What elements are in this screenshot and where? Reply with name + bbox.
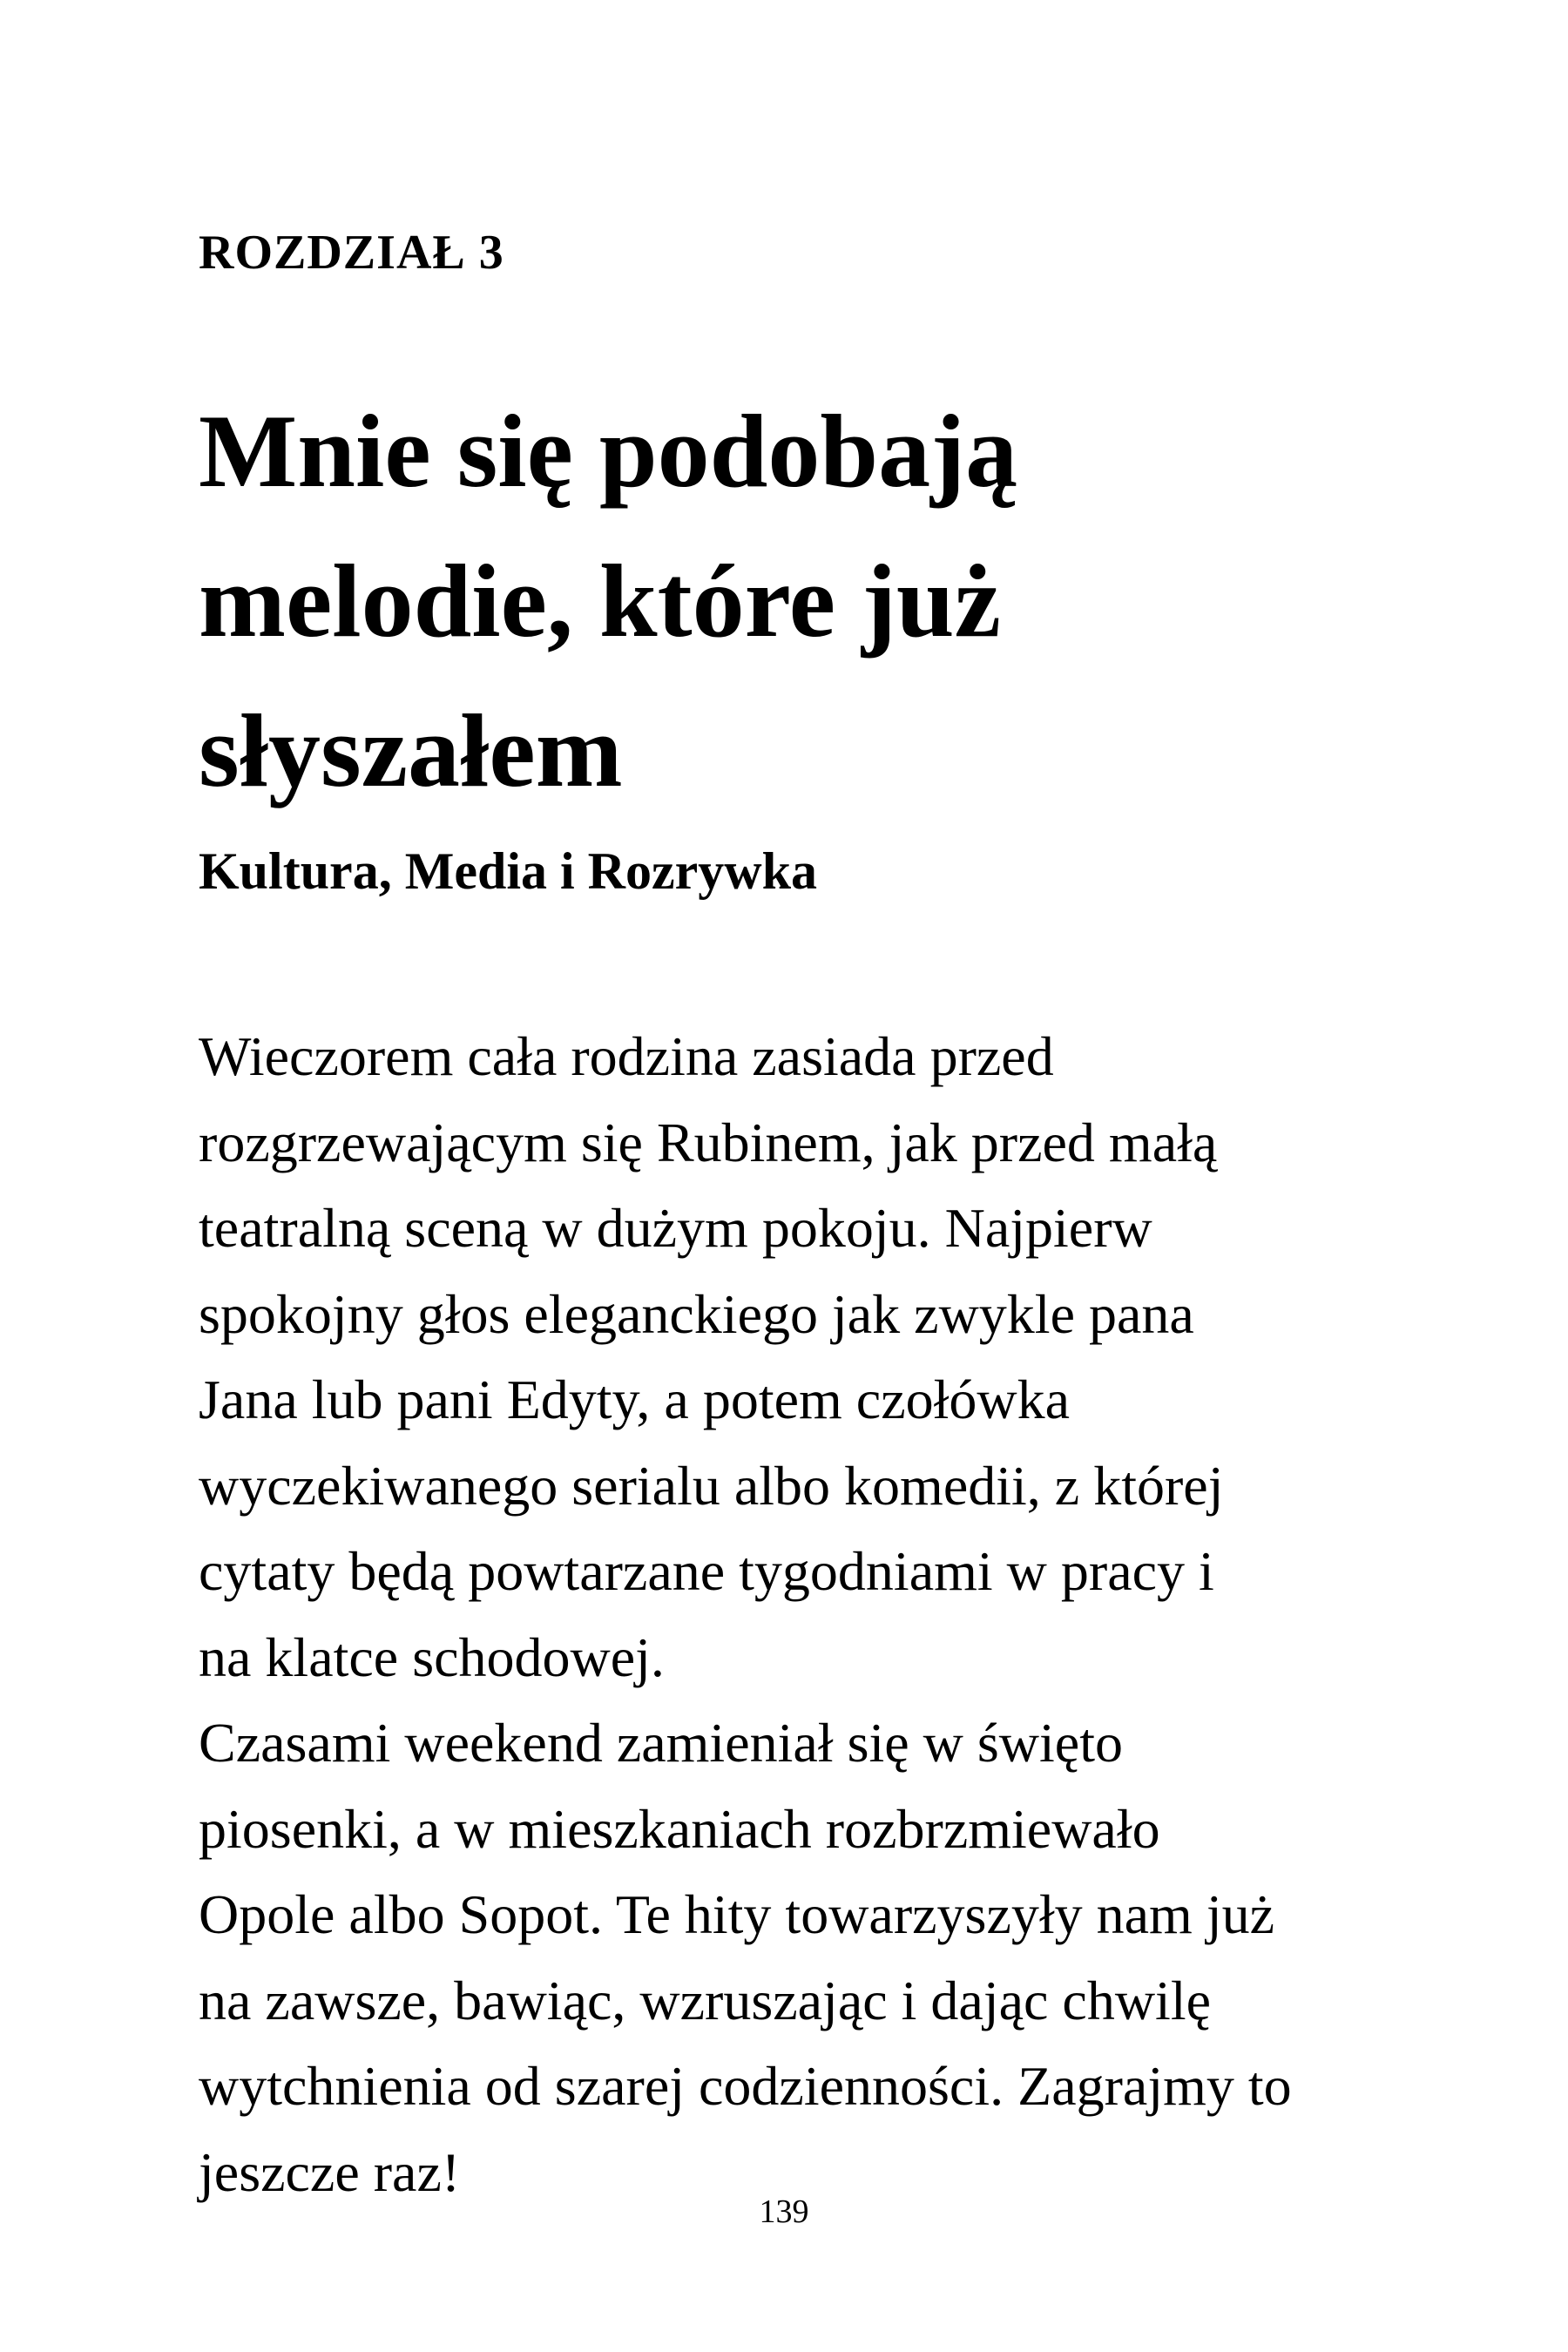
body-line: wyczekiwanego serialu albo komedii, z której (199, 1454, 1224, 1517)
body-line: na klatce schodowej. (199, 1625, 665, 1688)
page-number: 139 (759, 2193, 809, 2230)
chapter-label: ROZDZIAŁ 3 (199, 226, 504, 280)
body-line: teatralną sceną w dużym pokoju. Najpierw (199, 1197, 1152, 1259)
chapter-title (199, 376, 1453, 826)
body-line: rozgrzewającym się Rubinem, jak przed małą (199, 1111, 1218, 1173)
body-text (199, 1014, 1453, 2215)
body-line: Czasami weekend zamieniał się w święto (199, 1712, 1123, 1774)
chapter-title-line: melodie, które już (199, 543, 1001, 659)
body-line: cytaty będą powtarzane tygodniami w pracy i (199, 1540, 1214, 1602)
chapter-title-line: słyszałem (199, 693, 623, 808)
body-line: piosenki, a w mieszkaniach rozbrzmiewało (199, 1797, 1160, 1860)
body-line: wytchnienia od szarej codzienności. Zagrajmy to (199, 2055, 1292, 2117)
body-line: na zawsze, bawiąc, wzruszając i dając chwilę (199, 1969, 1211, 2031)
chapter-category: Kultura, Media i Rozrywka (199, 842, 817, 900)
body-line: jeszcze raz! (199, 2140, 461, 2203)
body-line: spokojny głos eleganckiego jak zwykle pana (199, 1282, 1194, 1345)
chapter-title-line: Mnie się podobają (199, 393, 1018, 509)
body-line: Jana lub pani Edyty, a potem czołówka (199, 1369, 1070, 1430)
body-line: Opole albo Sopot. Te hity towarzyszyły nam już (199, 1883, 1274, 1945)
body-line: Wieczorem cała rodzina zasiada przed (199, 1025, 1054, 1087)
